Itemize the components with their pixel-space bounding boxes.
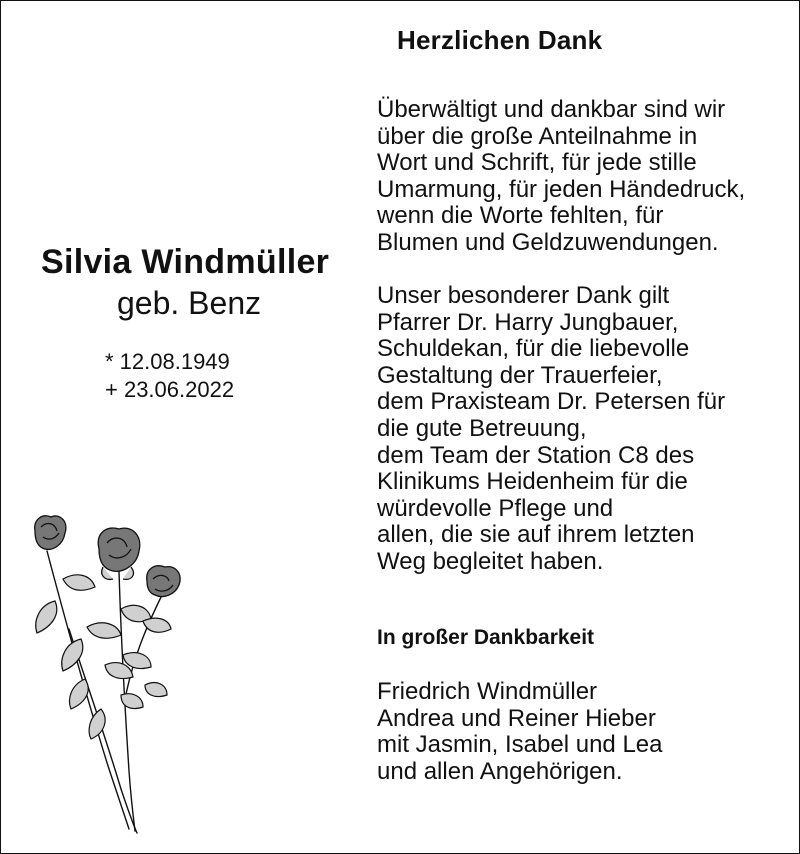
closing-heading: In großer Dankbarkeit: [377, 626, 595, 649]
thanks-paragraph: Überwältigt und dankbar sind wir über die große Anteilnahme in Wort und Schrift, für jede stille Umarmung, für jeden Händedruck, wenn die Worte fehlten, für Blumen und Geldzuwendungen.: [377, 96, 746, 256]
birth-date: * 12.08.1949: [105, 349, 230, 374]
death-date: + 23.06.2022: [105, 377, 235, 402]
notice-heading: Herzlichen Dank: [397, 25, 603, 55]
special-thanks-paragraph: Unser besonderer Dank gilt Pfarrer Dr. Harry Jungbauer, Schuldekan, für die liebevolle Gestaltung der Trauerfeier, dem Praxisteam Dr. Petersen für die gute Betreuung, dem Team der Station C8 des Klinikums Heidenheim für die würdevolle Pflege und allen, die sie auf ihrem letzten Weg begleitet haben.: [377, 282, 726, 575]
deceased-name: Silvia Windmüller: [41, 243, 330, 281]
roses-illustration-icon: [25, 509, 195, 839]
signers-list: Friedrich Windmüller Andrea und Reiner Hieber mit Jasmin, Isabel und Lea und allen Angehörigen.: [377, 678, 663, 785]
maiden-name: geb. Benz: [117, 285, 262, 321]
